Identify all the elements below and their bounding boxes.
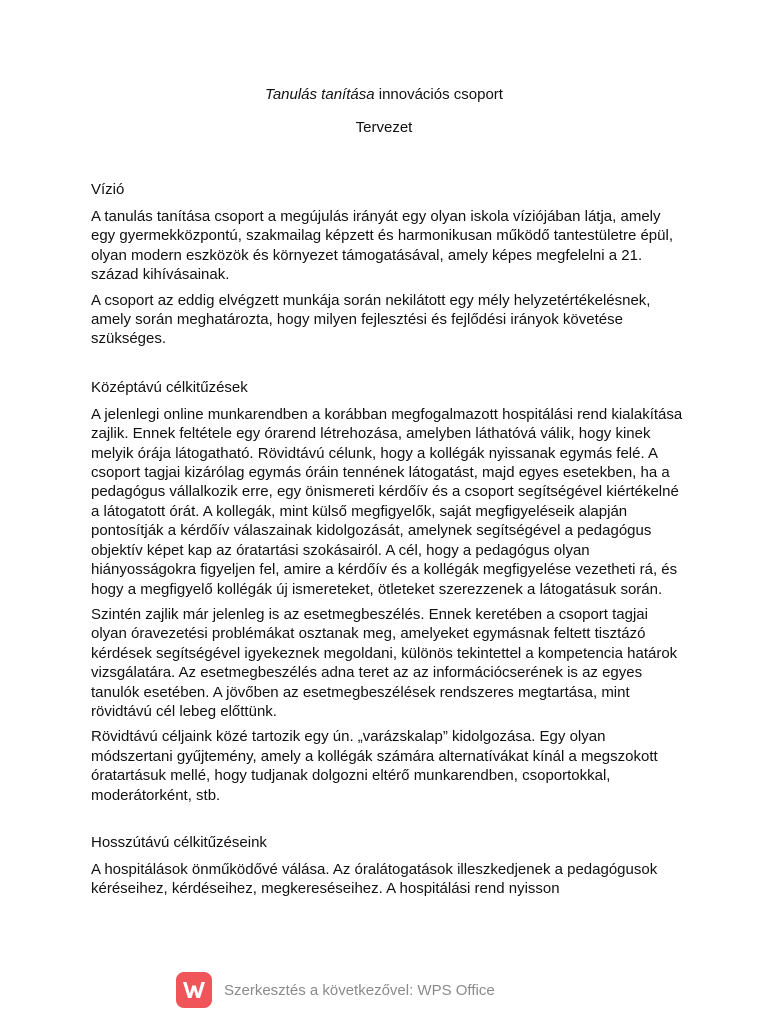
- section-hosszutavu: [91, 833, 687, 899]
- document-body: [91, 180, 687, 927]
- wps-footer-text: Szerkesztés a következővel: WPS Office: [224, 981, 495, 999]
- section-heading: Vízió: [91, 181, 125, 198]
- section-vizio: [91, 180, 687, 349]
- section-heading: Középtávú célkitűzések: [91, 378, 248, 396]
- paragraph: Rövidtávú céljaink közé tartozik egy ún. „varázskalap” kidolgozása. Egy olyan módszertani gyűjtemény, amely a kollégák számára alternatívákat kínál a megszokott óratartásuk mellé, hogy tudjanak dolgozni eltérő munkarendben, csoportokkal, moderátorként, stb.: [91, 728, 658, 804]
- wps-office-logo-icon: [176, 972, 212, 1008]
- paragraph: A hospitálások önműködővé válása. Az óralátogatások illeszkedjenek a pedagógusok kéréseihez, kérdéseihez, megkereséseihez. A hospitálási rend nyisson: [91, 860, 658, 898]
- document-title-rest: innovációs csoport: [374, 86, 503, 103]
- document-subtitle: Tervezet: [355, 119, 413, 136]
- section-kozeptavu: [91, 378, 687, 805]
- document-title: [0, 85, 768, 104]
- paragraph: A csoport az eddig elvégzett munkája során nekilátott egy mély helyzetértékelésnek, amely során meghatározta, hogy milyen fejlesztési és fejlődési irányok követése szükséges.: [91, 291, 651, 348]
- section-heading: Hosszútávú célkitűzéseink: [91, 833, 267, 851]
- paragraph: A tanulás tanítása csoport a megújulás irányát egy olyan iskola víziójában látja, amely egy gyermekközpontú, szakmailag képzett és harmonikusan működő tantestületre épül, olyan modern eszközök és környezet támogatásával, amely képes megfelelni a 21. század kihívásainak.: [91, 208, 673, 284]
- wps-footer-banner[interactable]: [176, 972, 495, 1008]
- paragraph: A jelenlegi online munkarendben a korábban megfogalmazott hospitálási rend kialakítása zajlik. Ennek feltétele egy órarend létrehozása, amelyben láthatóvá válik, hogy kinek melyik órája látogatható. Rövidtávú célunk, hogy a kollégák nyissanak egymás felé. A csoport tagjai kizárólag egymás óráin tennének látogatást, majd egyes esetekben, ha a pedagógus vállalkozik erre, egy önismereti kérdőív és a csoport segítségével kiértékelné a látogatott órát. A kollegák, mint külső megfigyelők, saját megfigyeléseik alapján pontosítják a kérdőív válaszainak kidolgozását, amelynek segítségével a pedagógus objektív képet kap az óratartási szokásairól. A cél, hogy a pedagógus olyan hiányosságokra figyeljen fel, amire a kérdőív és a kollégák megfigyelése vezetheti rá, és hogy a megfigyelő kollégák új ismereteket, ötleteket szerezzenek a látogatásuk során.: [91, 405, 683, 598]
- paragraph: Szintén zajlik már jelenleg is az esetmegbeszélés. Ennek keretében a csoport tagjai olyan óravezetési problémákat osztanak meg, amelyeket egymásnak feltett tisztázó kérdések segítségével igyekeznek megoldani, különös tekintettel a kompetencia határok vizsgálatára. Az esetmegbeszélés adna teret az az információcserének is az egyes tanulók esetében. A jövőben az esetmegbeszélések rendszeres megtartása, mint rövidtávú cél lebeg előttünk.: [91, 605, 678, 720]
- document-title-italic: Tanulás tanítása: [265, 86, 375, 103]
